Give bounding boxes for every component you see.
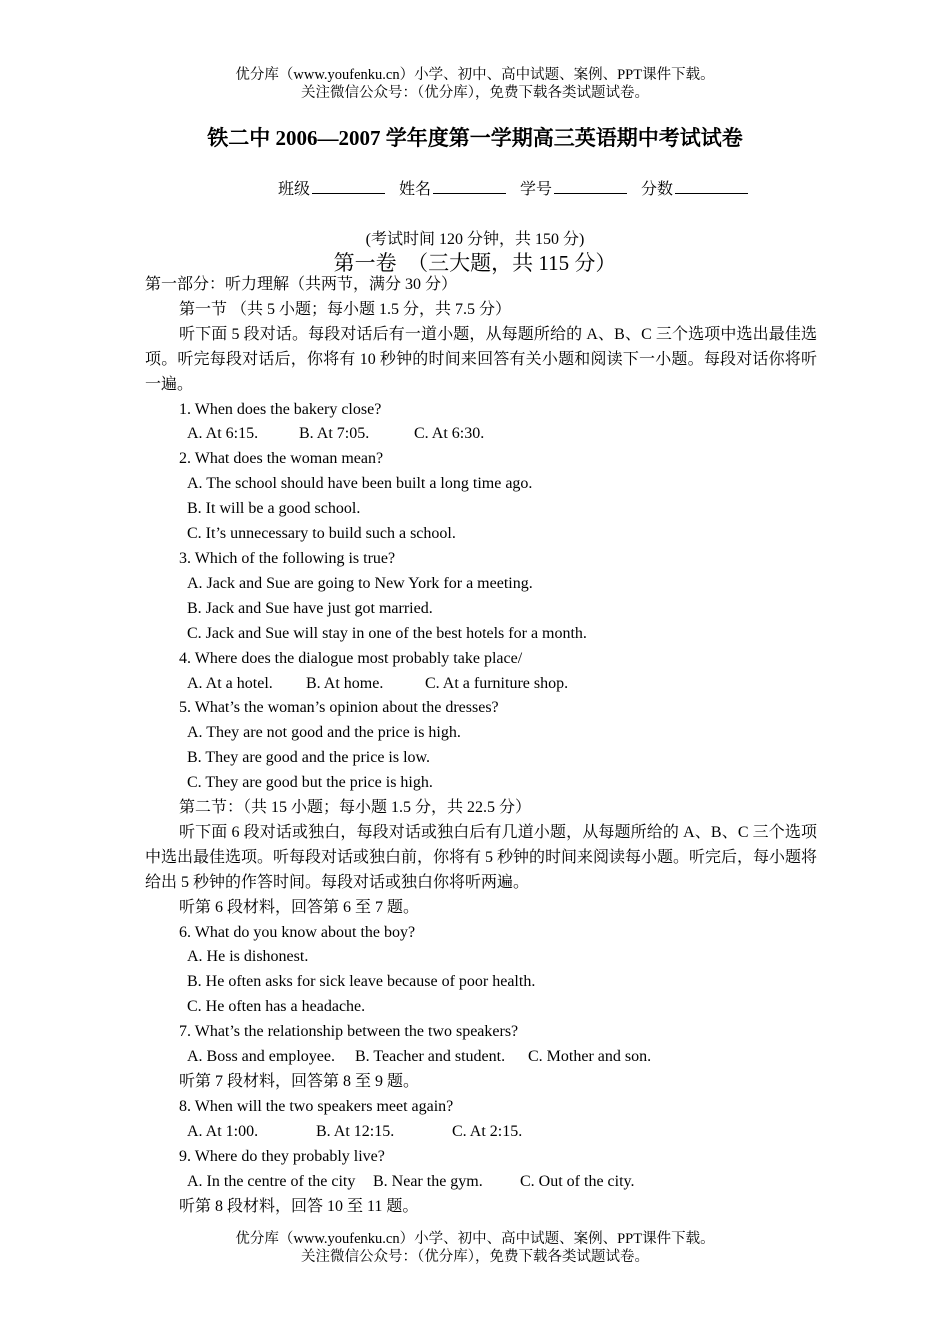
option: A. They are not good and the price is high. — [187, 724, 461, 742]
header-line-2: 关注微信公众号：（优分库），免费下载各类试题试卷。 — [301, 85, 649, 101]
option: C. He often has a headache. — [187, 998, 366, 1016]
section1-instructions: 听下面 5 段对话。每段对话后有一道小题，从每题所给的 A、B、C 三个选项中选出最佳选项。听完每段对话后，你将有 10 秒钟的时间来回答有关小题和阅读下一小题。每段对话你将听一遍。 — [145, 325, 817, 393]
material-6: 听第 6 段材料，回答第 6 至 7 题。 — [179, 898, 420, 916]
question-4-options — [145, 672, 817, 697]
id-blank — [554, 179, 627, 194]
section1-heading: 第一节 （共 5 小题；每小题 1.5 分，共 7.5 分） — [179, 300, 512, 318]
exam-title: 铁二中 2006—2007 学年度第一学期高三英语期中考试试卷 — [207, 126, 743, 150]
option: B. Teacher and student. — [355, 1048, 506, 1066]
option: B. Jack and Sue have just got married. — [187, 599, 433, 617]
class-blank — [312, 179, 385, 194]
material-7: 听第 7 段材料，回答第 8 至 9 题。 — [179, 1073, 420, 1090]
question-5: 5. What’s the woman’s opinion about the dresses? — [179, 699, 499, 717]
option: A. He is dishonest. — [187, 948, 309, 966]
option: A. Jack and Sue are going to New York for a meeting. — [187, 574, 533, 592]
option: C. It’s unnecessary to build such a school. — [187, 525, 456, 543]
option: C. Mother and son. — [528, 1048, 652, 1066]
option: C. At 2:15. — [452, 1122, 523, 1140]
option: B. It will be a good school. — [187, 500, 361, 518]
score-label: 分数 — [641, 181, 674, 198]
exam-body — [145, 273, 817, 1219]
option: A. In the centre of the city — [187, 1172, 356, 1190]
option: B. At 12:15. — [316, 1122, 395, 1140]
section2-instructions: 听下面 6 段对话或独白，每段对话或独白后有几道小题，从每题所给的 A、B、C 三个选项中选出最佳选项。听每段对话或独白前，你将有 5 秒钟的时间来阅读每小题。听完后，每小题将给出 5 秒钟的作答时间。每段对话或独白你将听两遍。 — [145, 823, 818, 891]
question-8-options — [145, 1120, 817, 1145]
option: C. At a furniture shop. — [425, 674, 569, 692]
volume-title: 第一卷 （三大题，共 115 分） — [333, 251, 617, 275]
option: A. At 1:00. — [187, 1122, 259, 1140]
option: C. Out of the city. — [520, 1172, 635, 1190]
option: B. At 7:05. — [299, 425, 370, 443]
name-blank — [433, 179, 506, 194]
question-7: 7. What’s the relationship between the two speakers? — [179, 1023, 519, 1041]
question-9: 9. Where do they probably live? — [179, 1147, 385, 1165]
id-label: 学号 — [520, 181, 553, 198]
option: B. They are good and the price is low. — [187, 749, 431, 767]
exam-time: (考试时间 120 分钟，共 150 分) — [365, 231, 585, 248]
option: C. They are good but the price is high. — [187, 774, 433, 792]
class-label: 班级 — [278, 181, 311, 198]
question-4: 4. Where does the dialogue most probably take place/ — [179, 649, 523, 667]
footer-line-2: 关注微信公众号：（优分库），免费下载各类试题试卷。 — [301, 1249, 649, 1265]
question-2: 2. What does the woman mean? — [179, 450, 384, 468]
name-label: 姓名 — [399, 181, 432, 198]
question-7-options — [145, 1045, 817, 1070]
option: B. Near the gym. — [373, 1172, 483, 1190]
question-1-options — [145, 422, 817, 447]
option: C. At 6:30. — [414, 425, 485, 443]
question-9-options — [145, 1170, 817, 1195]
material-8: 听第 8 段材料，回答 10 至 11 题。 — [179, 1197, 419, 1215]
section2-heading: 第二节：（共 15 小题；每小题 1.5 分，共 22.5 分） — [179, 799, 532, 817]
score-blank — [675, 179, 748, 194]
question-6: 6. What do you know about the boy? — [179, 923, 416, 941]
option: C. Jack and Sue will stay in one of the best hotels for a month. — [187, 624, 587, 642]
option: B. At home. — [306, 674, 384, 692]
question-8: 8. When will the two speakers meet again? — [179, 1097, 454, 1115]
footer-line-1: 优分库（www.youfenku.cn）小学、初中、高中试题、案例、PPT课件下载。 — [235, 1231, 715, 1247]
question-1: 1. When does the bakery close? — [179, 400, 382, 418]
part-heading: 第一部分：听力理解（共两节，满分 30 分） — [145, 276, 458, 293]
option: A. Boss and employee. — [187, 1048, 335, 1066]
question-3: 3. Which of the following is true? — [179, 549, 396, 567]
option: B. He often asks for sick leave because of poor health. — [187, 973, 536, 991]
option: A. At a hotel. — [187, 674, 273, 692]
student-info-row — [278, 176, 758, 199]
option: A. The school should have been built a long time ago. — [187, 475, 533, 493]
option: A. At 6:15. — [187, 425, 259, 443]
header-line-1: 优分库（www.youfenku.cn）小学、初中、高中试题、案例、PPT课件下载。 — [235, 67, 715, 83]
